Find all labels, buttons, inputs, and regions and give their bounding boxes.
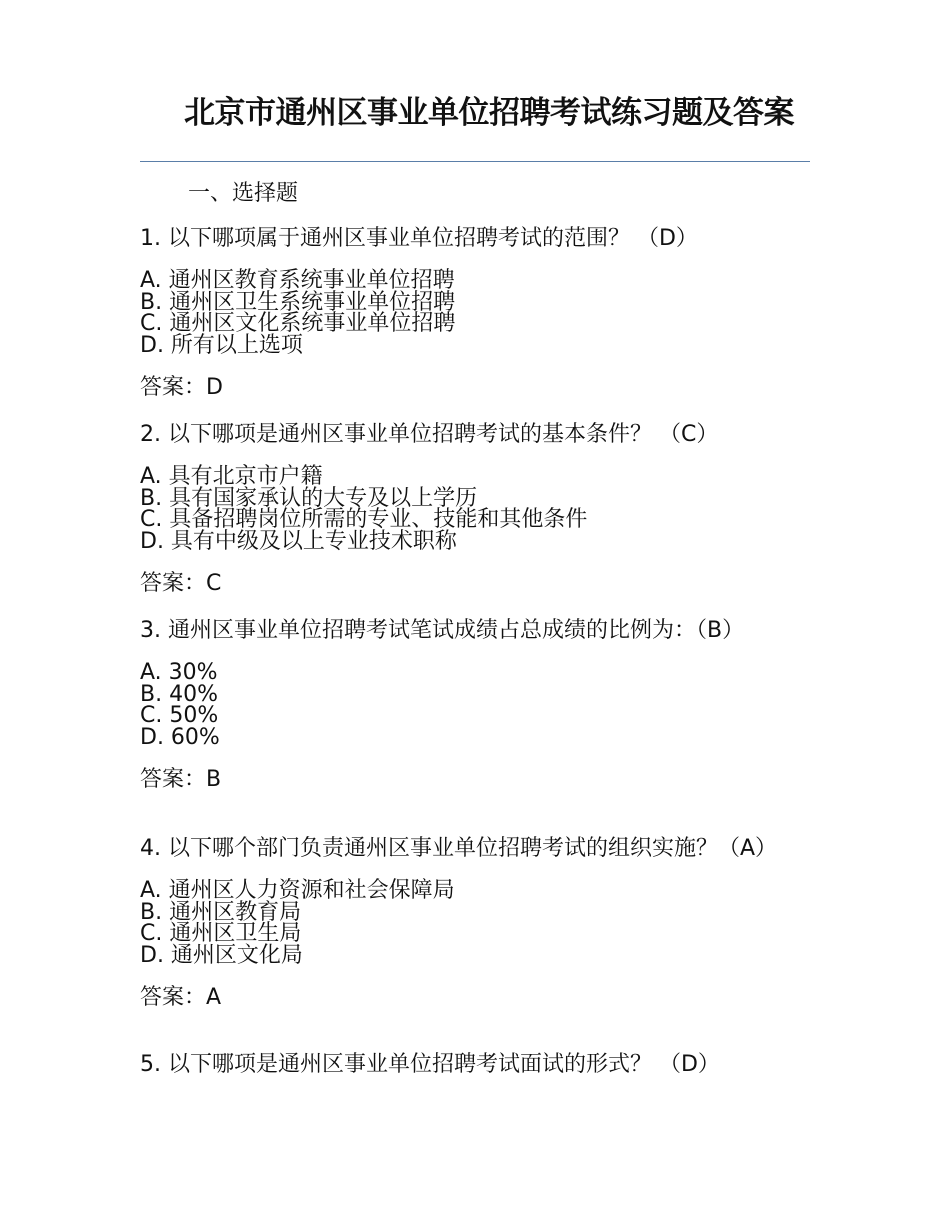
option-item: C. 通州区文化系统事业单位招聘	[140, 311, 456, 336]
answer-text: 答案：C	[140, 571, 222, 596]
document-title: 北京市通州区事业单位招聘考试练习题及答案	[184, 95, 794, 131]
question-text: 3. 通州区事业单位招聘考试笔试成绩占总成绩的比例为：（B）	[140, 618, 745, 643]
question-block	[140, 1054, 800, 1076]
option-list	[140, 662, 760, 748]
option-item: C. 通州区卫生局	[140, 921, 302, 946]
option-list	[140, 466, 800, 552]
option-item: B. 通州区卫生系统事业单位招聘	[140, 289, 456, 315]
option-item: B. 具有国家承认的大专及以上学历	[140, 485, 478, 511]
answer-text: 答案：B	[140, 767, 222, 792]
title-underline	[140, 161, 810, 162]
option-item: D. 所有以上选项	[140, 332, 303, 358]
option-item: A. 具有北京市户籍	[140, 464, 323, 489]
question-text: 2. 以下哪项是通州区事业单位招聘考试的基本条件？ （C）	[140, 422, 719, 447]
question-block	[140, 424, 800, 596]
option-item: A. 30%	[140, 660, 218, 685]
option-item: D. 具有中级及以上专业技术职称	[140, 528, 457, 554]
option-item: D. 60%	[140, 724, 220, 750]
section-heading: 一、选择题	[188, 181, 299, 206]
option-item: D. 通州区文化局	[140, 942, 303, 968]
option-item: A. 通州区教育系统事业单位招聘	[140, 268, 455, 293]
option-item: C. 50%	[140, 703, 219, 728]
option-item: B. 40%	[140, 681, 218, 707]
option-list	[140, 270, 800, 356]
question-text: 1. 以下哪项属于通州区事业单位招聘考试的范围？ （D）	[140, 226, 698, 251]
question-text: 4. 以下哪个部门负责通州区事业单位招聘考试的组织实施？（A）	[140, 836, 778, 861]
option-list	[140, 880, 790, 966]
option-item: C. 具备招聘岗位所需的专业、技能和其他条件	[140, 507, 588, 532]
option-item: B. 通州区教育局	[140, 899, 302, 925]
question-block	[140, 620, 760, 792]
question-text: 5. 以下哪项是通州区事业单位招聘考试面试的形式？ （D）	[140, 1052, 720, 1077]
option-item: A. 通州区人力资源和社会保障局	[140, 878, 455, 903]
answer-text: 答案：D	[140, 375, 223, 400]
question-block	[140, 228, 800, 400]
question-block	[140, 838, 790, 1010]
answer-text: 答案：A	[140, 985, 222, 1010]
